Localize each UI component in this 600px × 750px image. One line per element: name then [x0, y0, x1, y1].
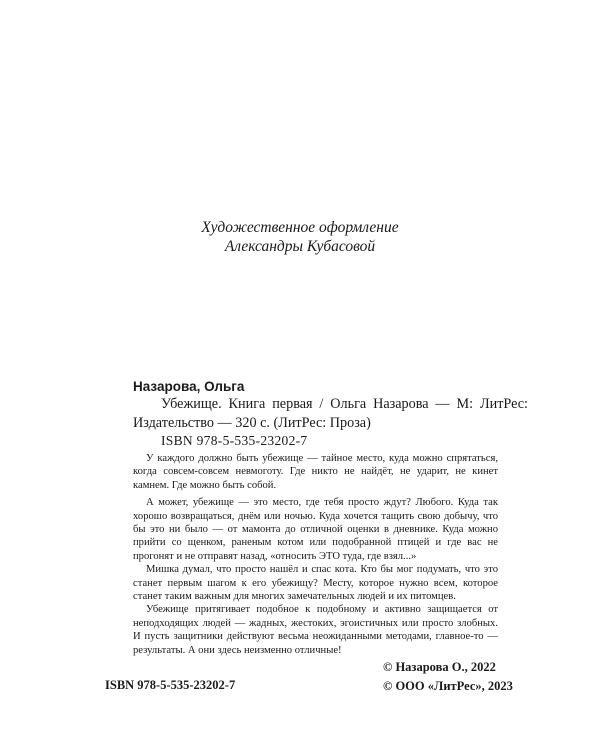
bibliographic-isbn: ISBN 978-5-535-23202-7	[161, 433, 308, 448]
annotation-paragraph: У каждого должно быть убежище — тайное место, куда можно спрятаться, когда совсем-совсем невмоготу. Где никто не найдёт, не ударит, не кинет камнем. Где можно быть собой.	[133, 453, 498, 491]
copyright-block	[383, 658, 513, 696]
annotation-paragraph: Мишка думал, что просто нашёл и спас кота. Кто бы мог подумать, что это станет первым шагом к его убежищу? Месту, которое нужно всем, которое станет таким важным для многих замечательных людей и их питомцев.	[133, 564, 498, 603]
book-annotation	[133, 452, 498, 661]
bibliographic-author: Назарова, Ольга	[133, 379, 245, 394]
bibliographic-description: Убежище. Книга первая / Ольга Назарова — М: ЛитРес: Издательство — 320 с. (ЛитРес: Проза)	[133, 396, 528, 431]
illustration-credit	[0, 218, 600, 256]
credit-line-1: Художественное оформление	[201, 219, 399, 236]
copyright-publisher: © ООО «ЛитРес», 2023	[383, 679, 513, 693]
copyright-author: © Назарова О., 2022	[383, 660, 496, 674]
credit-line-2: Александры Кубасовой	[224, 238, 376, 255]
annotation-paragraph: Убежище притягивает подобное к подобному и активно защищается от неподходящих людей — жадных, жестоких, эгоистичных или просто злобных. И пусть защитники действуют весьма неожиданными методами, главное-то — результаты. А они здесь неизменно отличные!	[133, 604, 498, 656]
footer-isbn: ISBN 978-5-535-23202-7	[105, 678, 236, 692]
annotation-paragraph: А может, убежище — это место, где тебя просто ждут? Любого. Куда так хорошо возвращаться, днём или ночью. Куда хочется тащить свою добычу, что бы это ни было — от мамонта до отличной оценки в дневнике. Куда можно прийти со щенком, раненым котом или подобранной птицей и где вас не прогонят и не отправят назад, «относить ЭТО туда, где взял...»	[133, 497, 498, 562]
